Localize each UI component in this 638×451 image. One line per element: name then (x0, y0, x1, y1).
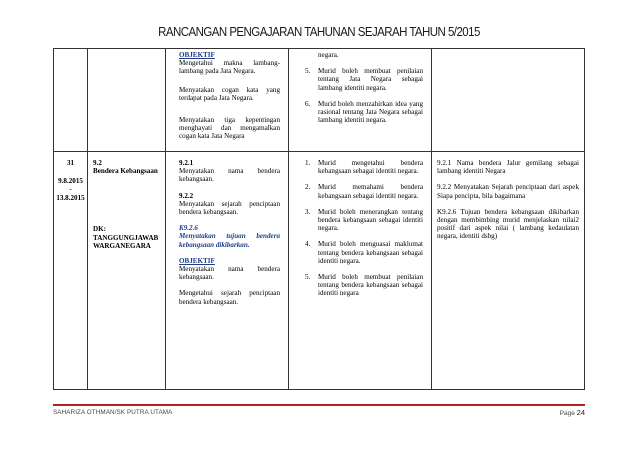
objektif-text: Menyatakan cogan kata yang terdapat pada Jata Negara. (179, 85, 280, 102)
objektif-heading: OBJEKTIF (179, 51, 215, 59)
k-standard-code: K9.2.6 (179, 224, 198, 233)
standard-text: Menyatakan sejarah penciptaan bendera kebangsaan. (179, 199, 280, 217)
criteria-item (305, 67, 423, 92)
dk-value: TANGGUNGJAWAB WARGANEGARA (93, 233, 159, 250)
criteria-text: Murid boleh menerangkan tentang bendera kebangsaan sebagai identiti negara. (318, 207, 423, 233)
week-cell (55, 159, 86, 202)
criteria-number: 3. (305, 207, 311, 216)
k-standard-text: Menyatakan tujuan bendera kebangsaan dikibarkan. (179, 232, 280, 249)
criteria-number: 6. (305, 99, 311, 108)
criteria-number: 5. (305, 273, 311, 282)
criteria-text: Murid boleh menzahirkan idea yang rasional tentang Jata Negara sebagai lambang identiti negara. (318, 99, 423, 125)
lesson-plan-table (53, 48, 585, 390)
criteria-item (305, 159, 423, 175)
top-objektif-cell (179, 51, 280, 141)
week-number: 31 (66, 159, 75, 167)
criteria-item (305, 208, 423, 233)
date-end: 13.8.2015 (56, 193, 85, 202)
criteria-text: Murid mengetahui bendera kebangsaan sebagai identiti negara. (318, 159, 423, 176)
table-border-right (584, 48, 585, 390)
page-number: 24 (576, 408, 585, 417)
topic-cell (93, 159, 163, 250)
footer-divider (53, 404, 585, 406)
column-divider (288, 48, 289, 390)
standard-code: 9.2.1 (179, 159, 194, 167)
column-divider (431, 48, 432, 390)
standard-text: Menyatakan nama bendera kebangsaan. (179, 167, 280, 184)
footer-author: SAHARIZA OTHMAN/SK PUTRA UTAMA (53, 409, 173, 416)
criteria-text: Murid memahami bendera kebangsaan sebagai identiti negara. (318, 183, 423, 200)
standard-code: 9.2.2 (179, 191, 194, 200)
standards-cell (179, 159, 280, 306)
column-divider (165, 48, 166, 390)
criteria-item (305, 183, 423, 199)
topic-title: Bendera Kebangsaan (93, 167, 158, 176)
row-divider (53, 151, 585, 152)
notes-cell (437, 159, 579, 241)
topic-code: 9.2 (93, 159, 102, 167)
date-start: 9.8.2015 (58, 177, 83, 186)
objektif-heading: OBJEKTIF (179, 256, 215, 265)
date-separator: - (69, 185, 72, 194)
criteria-cell (305, 159, 423, 298)
footer-page (545, 408, 585, 417)
table-border-left (53, 48, 54, 390)
column-divider (87, 48, 88, 390)
note-text: 9.2.2 Menyatakan Sejarah penciptaan dari aspek Siapa pencipta, bila bagaimana (437, 183, 579, 200)
criteria-item (305, 273, 423, 298)
top-criteria-cell (305, 51, 423, 124)
objektif-text: Menyatakan tiga kepentingan menghayati dan mengamalkan cogan kata Jata Negara (179, 116, 280, 141)
criteria-text: Murid boleh membuat penilaian tentang bendera kebangsaan sebagai identiti negara (318, 273, 423, 298)
objektif-text: Mengetahui makna lambang-lambang pada Jata Negara. (179, 59, 280, 76)
criteria-number: 1. (305, 159, 311, 167)
note-text: 9.2.1 Nama bendera Jalur gemilang sebagai lambang identiti Negara (437, 159, 579, 176)
table-border-bottom (53, 389, 585, 390)
document-title: RANCANGAN PENGAJARAN TAHUNAN SEJARAH TAHUN 5/2015 (158, 25, 480, 39)
criteria-item (305, 240, 423, 265)
note-text: K9.2.6 Tujuan bendera kebangsaan dikibarkan dengan membimbing murid menjelaskan nilai2 positif dari aspek nilai ( lambang kedaulatan negara, identiti dsbg) (437, 207, 579, 241)
criteria-text: Murid boleh menguasai maklumat tentang bendera kebangsaan sebagai identiti negara. (318, 240, 423, 265)
criteria-number: 4. (305, 240, 311, 249)
table-border-top (53, 48, 585, 49)
objektif-text: Menyatakan nama bendera kebangsaan. (179, 265, 280, 282)
criteria-text: Murid boleh membuat penilaian tentang Jata Negara sebagai lambang identiti negara. (318, 67, 423, 92)
dk-label: DK: (93, 225, 107, 234)
criteria-number: 5. (305, 67, 311, 76)
objektif-text: Mengetahui sejarah penciptaan bendera kebangsaan. (179, 289, 280, 306)
criteria-continuation: negara. (318, 51, 339, 59)
page-label: Page (559, 410, 575, 417)
criteria-number: 2. (305, 183, 311, 192)
criteria-item (305, 100, 423, 125)
